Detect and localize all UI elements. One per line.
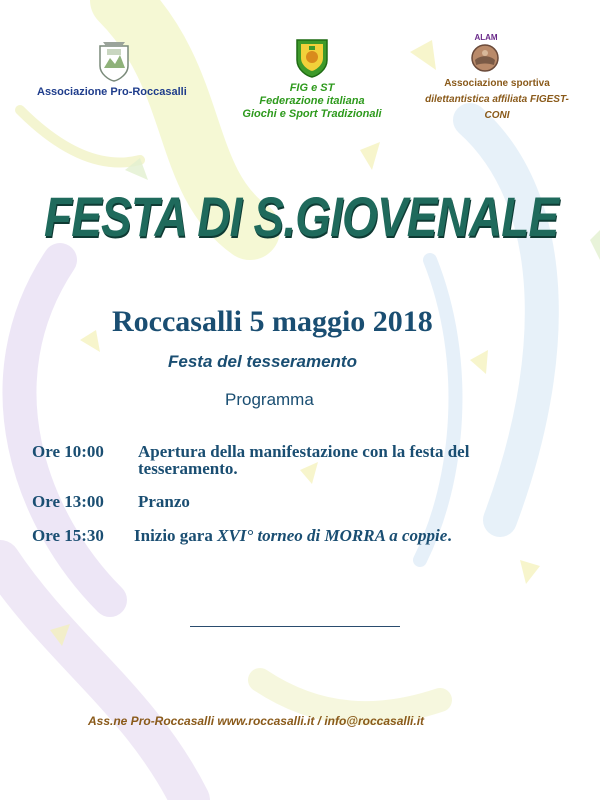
center-org-line2: Federazione italiana <box>259 95 365 107</box>
right-org-line1: Associazione sportiva <box>444 78 550 89</box>
left-org-label: Associazione Pro-Roccasalli <box>37 86 187 98</box>
footer-contacts: Ass.ne Pro-Roccasalli www.roccasalli.it / info@roccasalli.it <box>88 714 425 728</box>
schedule-text-cont: tesseramento. <box>138 459 238 478</box>
center-org-line3: Giochi e Sport Tradizionali <box>242 108 382 120</box>
event-subtitle: Festa del tesseramento <box>168 352 357 371</box>
right-org-text <box>412 76 582 124</box>
schedule-text: Pranzo <box>138 492 190 511</box>
schedule-item-1 <box>32 443 572 477</box>
schedule-time: Ore 10:00 <box>32 442 104 461</box>
program-label: Programma <box>225 390 314 409</box>
center-org-text <box>232 82 392 121</box>
alam-logo-text: ALAM <box>474 33 498 42</box>
event-title: FESTA DI S.GIOVENALE <box>44 185 559 248</box>
right-org-line2: dilettantistica affiliata FIGEST- CONI <box>425 94 569 121</box>
alam-logo-icon <box>470 43 500 73</box>
pro-roccasalli-logo-icon <box>97 40 131 82</box>
schedule-text: Apertura della manifestazione con la festa del <box>138 442 470 461</box>
figest-logo-icon <box>295 38 329 78</box>
divider-line <box>190 626 400 627</box>
schedule-text: Inizio gara <box>134 526 218 545</box>
schedule-text-end: . <box>447 526 452 545</box>
schedule-item-3 <box>32 527 592 544</box>
schedule-time: Ore 15:30 <box>32 526 104 545</box>
schedule-time: Ore 13:00 <box>32 492 104 511</box>
schedule-item-2 <box>32 493 572 510</box>
schedule-text-italic: XVI° torneo di MORRA a coppie <box>217 526 448 545</box>
place-date: Roccasalli 5 maggio 2018 <box>112 305 433 338</box>
center-org-line1: FIG e ST <box>289 82 335 94</box>
